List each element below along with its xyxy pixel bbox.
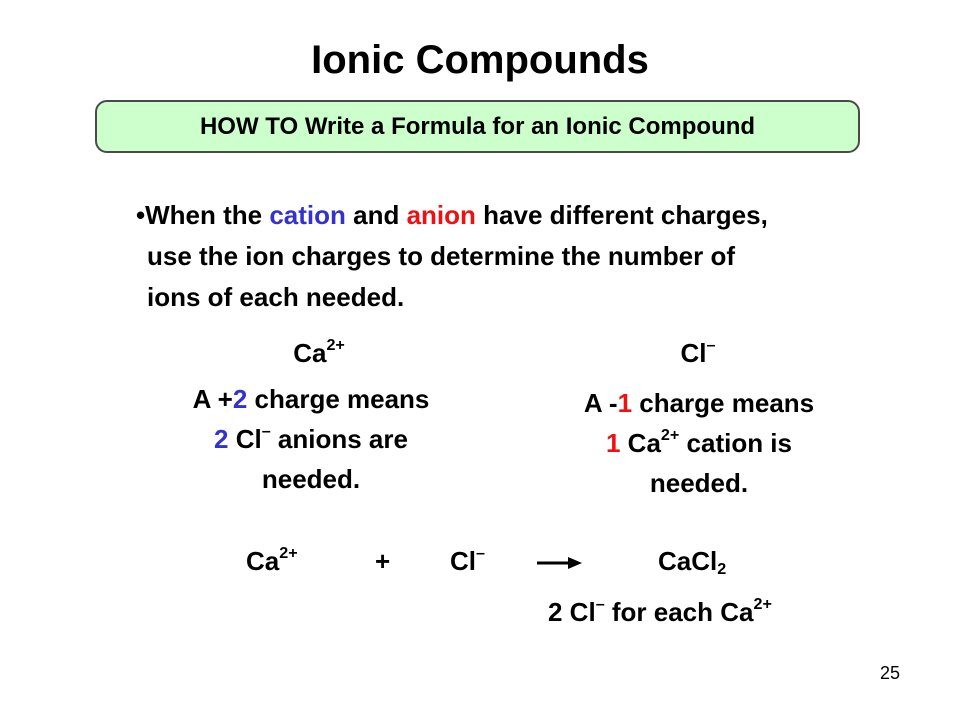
ion-charge: 2+ (660, 425, 680, 444)
bullet-post: have different charges, (475, 200, 768, 230)
equation-product (658, 546, 726, 577)
cation-explain-line-3: needed. (261, 464, 361, 494)
reactant-charge: – (476, 543, 485, 562)
ion-symbol: Ca (620, 428, 661, 458)
ratio-summary (548, 594, 772, 628)
equation-reactant-anion (450, 543, 485, 577)
anion-explain-line-1 (519, 383, 879, 423)
equation-reactant-cation (246, 543, 298, 577)
product-formula: CaCl (658, 546, 718, 576)
reactant-symbol: Ca (246, 546, 280, 576)
ion-count: 1 (605, 428, 621, 458)
bullet-pre: When the (145, 200, 270, 230)
equation-plus: + (375, 546, 391, 576)
cation-explanation (131, 379, 491, 499)
anion-explain-line-3: needed. (649, 468, 749, 498)
bullet-marker: • (136, 200, 146, 230)
ion-charge: – (261, 421, 271, 440)
subtitle-box (95, 100, 860, 153)
anion-word: anion (406, 200, 476, 230)
anion-heading (598, 335, 798, 369)
anion-charge: – (706, 335, 716, 354)
bullet-line-3: ions of each needed. (147, 282, 405, 312)
reactant-symbol: Cl (450, 546, 476, 576)
anion-explanation (519, 383, 879, 503)
product-subscript: 2 (717, 560, 727, 579)
cation-symbol: Ca (293, 338, 327, 368)
cation-explain-line-2 (131, 419, 491, 459)
text-segment: 2 Cl (548, 597, 596, 627)
text-segment: anions are (270, 424, 408, 454)
anion-symbol: Cl (680, 338, 707, 368)
cation-word: cation (269, 200, 346, 230)
text-segment: cation is (679, 428, 792, 458)
bullet-line-1 (136, 195, 936, 236)
ion-charge: – (595, 594, 605, 613)
subtitle-text: HOW TO Write a Formula for an Ionic Compound (199, 113, 756, 140)
bullet-mid: and (345, 200, 407, 230)
text-segment: charge means (247, 384, 430, 414)
cation-charge: 2+ (326, 335, 345, 354)
charge-number: 2 (232, 384, 248, 414)
text-segment: A + (192, 384, 233, 414)
ion-count: 2 (214, 424, 229, 454)
bullet-line-2: use the ion charges to determine the number of (147, 241, 735, 271)
cation-heading (219, 335, 419, 369)
charge-number: 1 (617, 388, 633, 418)
reactant-charge: 2+ (279, 543, 298, 562)
text-segment: charge means (632, 388, 815, 418)
ion-charge: 2+ (753, 594, 772, 613)
cation-explain-line-1 (131, 379, 491, 419)
reaction-arrow-icon (537, 553, 582, 573)
anion-explain-line-2 (519, 423, 879, 463)
page-number: 25 (880, 663, 901, 683)
text-segment: A - (583, 388, 618, 418)
bullet-point (136, 195, 936, 318)
ion-symbol: Cl (228, 424, 262, 454)
slide-title: Ionic Compounds (311, 38, 649, 82)
text-segment: for each Ca (604, 597, 754, 627)
